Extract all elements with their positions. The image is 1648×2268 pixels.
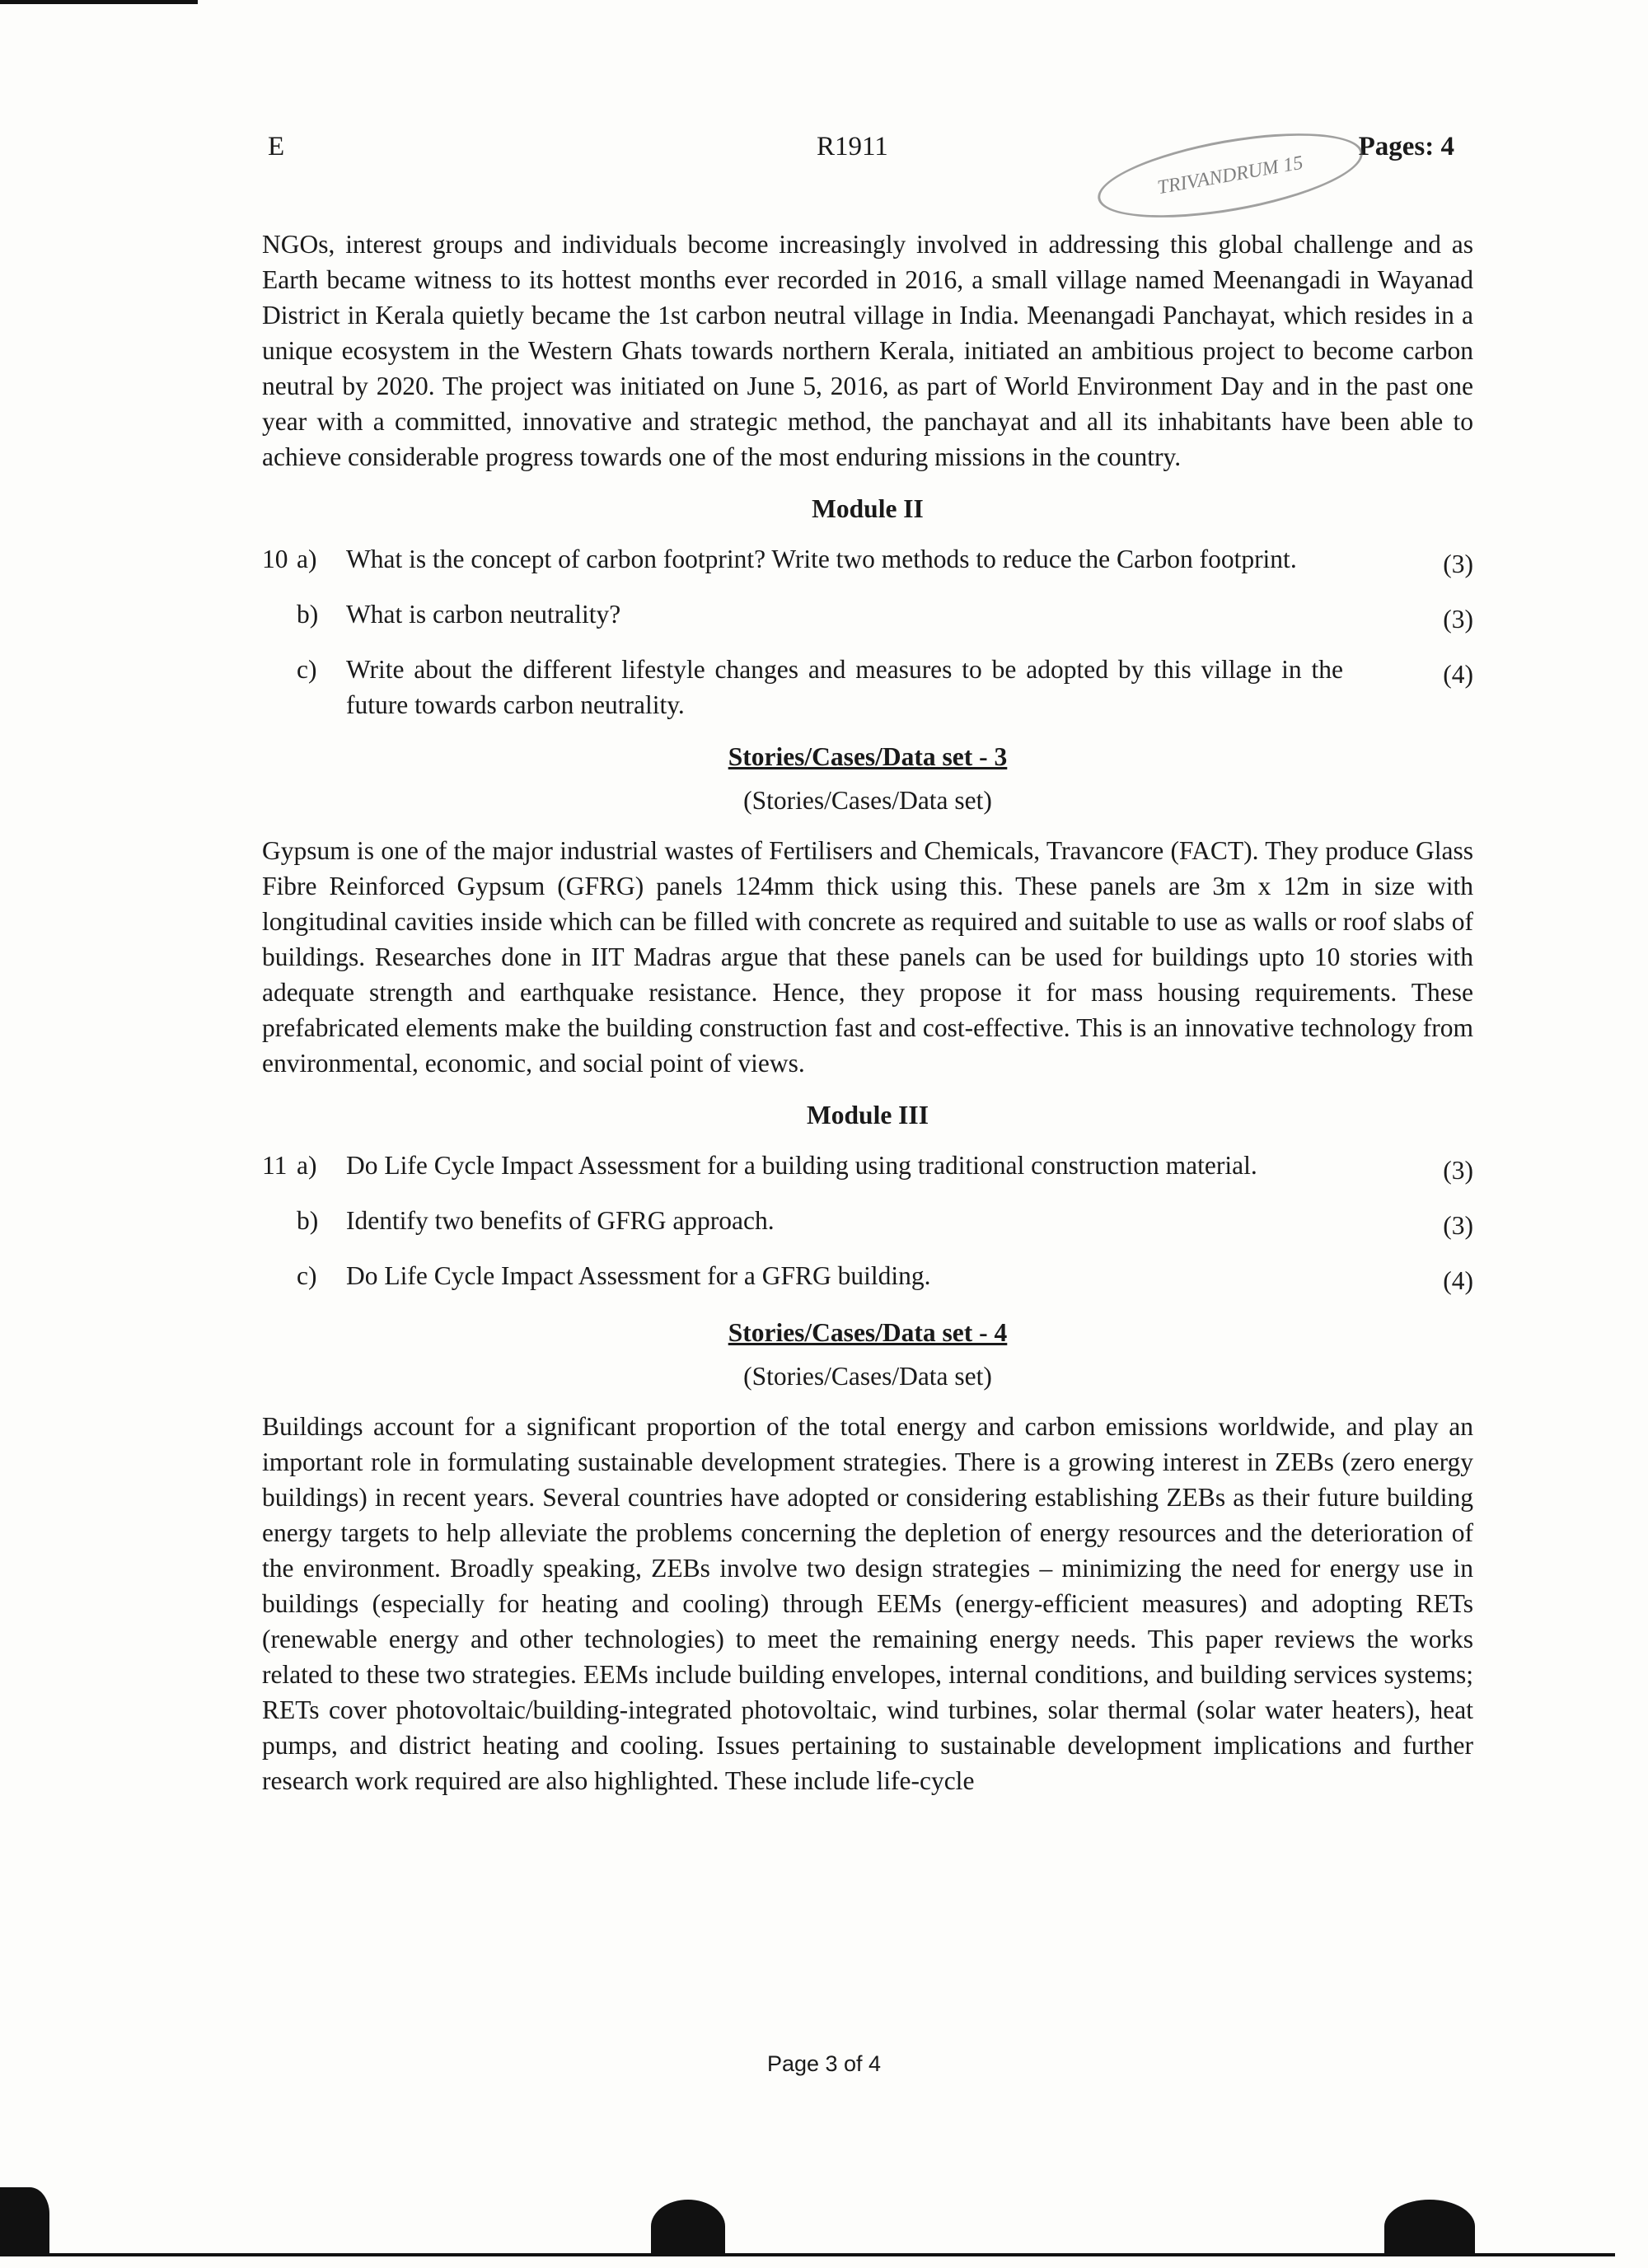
question-marks: (4) bbox=[1443, 1266, 1473, 1295]
question-11b bbox=[262, 1203, 1473, 1243]
page-count-label: Pages: 4 bbox=[1358, 132, 1454, 161]
question-11a bbox=[262, 1148, 1473, 1188]
question-text: Identify two benefits of GFRG approach. bbox=[346, 1206, 775, 1235]
question-text: Do Life Cycle Impact Assessment for a building using traditional construction material. bbox=[346, 1151, 1257, 1180]
question-marks: (3) bbox=[1443, 1211, 1473, 1240]
question-10c bbox=[262, 652, 1473, 722]
module-2-title: Module II bbox=[812, 494, 924, 523]
question-part: c) bbox=[297, 655, 317, 684]
data-set-3-paragraph: Gypsum is one of the major industrial wastes of Fertilisers and Chemicals, Travancore (FACT). They produce Glass Fibre Reinforced Gypsum (GFRG) panels 124mm thick using this. These panels are 3m x 12m in size with longitudinal cavities inside which can be filled with concrete as required and suitable to use as walls or roof slabs of buildings. Researches done in IIT Madras argue that these panels can be used for buildings upto 10 stories with adequate strength and earthquake resistance. Hence, they propose it for mass housing requirements. These prefabricated elements make the building construction fast and cost-effective. This is an innovative technology from environmental, economic, and social point of views. bbox=[262, 836, 1473, 1078]
question-11c bbox=[262, 1258, 1473, 1298]
scan-blot-center bbox=[651, 2200, 725, 2253]
intro-paragraph: NGOs, interest groups and individuals become increasingly involved in addressing this global challenge and as Earth became witness to its hottest months ever recorded in 2016, a small village named Meenangadi in Wayanad District in Kerala quietly became the 1st carbon neutral village in India. Meenangadi Panchayat, which resides in a unique ecosystem in the Western Ghats towards northern Kerala, initiated an ambitious project to become carbon neutral by 2020. The project was initiated on June 5, 2016, as part of World Environment Day and in the past one year with a committed, innovative and strategic method, the panchayat and all its inhabitants have been able to achieve considerable progress towards one of the most enduring missions in the country. bbox=[262, 230, 1473, 471]
scan-edge-top-left bbox=[0, 0, 198, 4]
question-set-label: E bbox=[268, 132, 285, 161]
question-part: b) bbox=[297, 1206, 319, 1235]
question-marks: (4) bbox=[1443, 660, 1473, 689]
question-part: b) bbox=[297, 600, 319, 629]
question-text: Write about the different lifestyle changes and measures to be adopted by this village in the future towards carbon neutrality. bbox=[346, 655, 1343, 719]
data-set-4-paragraph: Buildings account for a significant proportion of the total energy and carbon emissions worldwide, and play an important role in formulating sustainable development strategies. There is a growing interest in ZEBs (zero energy buildings) in recent years. Several countries have adopted or considering establishing ZEBs as their future building energy targets to help alleviate the problems concerning the depletion of energy resources and the deterioration of the environment. Broadly speaking, ZEBs involve two design strategies – minimizing the need for energy use in buildings (especially for heating and cooling) through EEMs (energy-efficient measures) and adopting RETs (renewable energy and other technologies) to meet the remaining energy needs. This paper reviews the works related to these two strategies. EEMs include building envelopes, internal conditions, and building services systems; RETs cover photovoltaic/building-integrated photovoltaic, wind turbines, solar thermal (solar water heaters), heat pumps, and district heating and cooling. Issues pertaining to sustainable development implications and further research work required are also highlighted. These include life-cycle bbox=[262, 1412, 1473, 1795]
scan-blot-right bbox=[1384, 2200, 1475, 2253]
institution-stamp: TRIVANDRUM 15 bbox=[1092, 117, 1369, 233]
page-number-footer: Page 3 of 4 bbox=[766, 2051, 882, 2076]
scan-blot-left bbox=[0, 2187, 49, 2253]
paper-code: R1911 bbox=[817, 132, 888, 161]
question-marks: (3) bbox=[1443, 605, 1473, 634]
data-set-3-title: Stories/Cases/Data set - 3 bbox=[728, 742, 1008, 771]
question-marks: (3) bbox=[1443, 549, 1473, 578]
data-set-4-subtitle: (Stories/Cases/Data set) bbox=[743, 1362, 992, 1391]
scan-edge-bottom bbox=[0, 2253, 1615, 2256]
question-part: a) bbox=[297, 1151, 317, 1180]
question-text: Do Life Cycle Impact Assessment for a GFRG building. bbox=[346, 1261, 931, 1290]
question-number: 10 bbox=[262, 545, 288, 573]
question-marks: (3) bbox=[1443, 1156, 1473, 1185]
question-10b bbox=[262, 596, 1473, 637]
data-set-3-subtitle: (Stories/Cases/Data set) bbox=[743, 786, 992, 815]
page-content bbox=[262, 227, 1473, 1798]
question-10a bbox=[262, 541, 1473, 582]
question-part: c) bbox=[297, 1261, 317, 1290]
question-part: a) bbox=[297, 545, 317, 573]
module-3-title: Module III bbox=[807, 1101, 929, 1129]
question-number: 11 bbox=[262, 1151, 288, 1180]
question-text: What is the concept of carbon footprint? Write two methods to reduce the Carbon footprint. bbox=[346, 545, 1297, 573]
data-set-4-title: Stories/Cases/Data set - 4 bbox=[728, 1318, 1008, 1347]
question-text: What is carbon neutrality? bbox=[346, 600, 621, 629]
